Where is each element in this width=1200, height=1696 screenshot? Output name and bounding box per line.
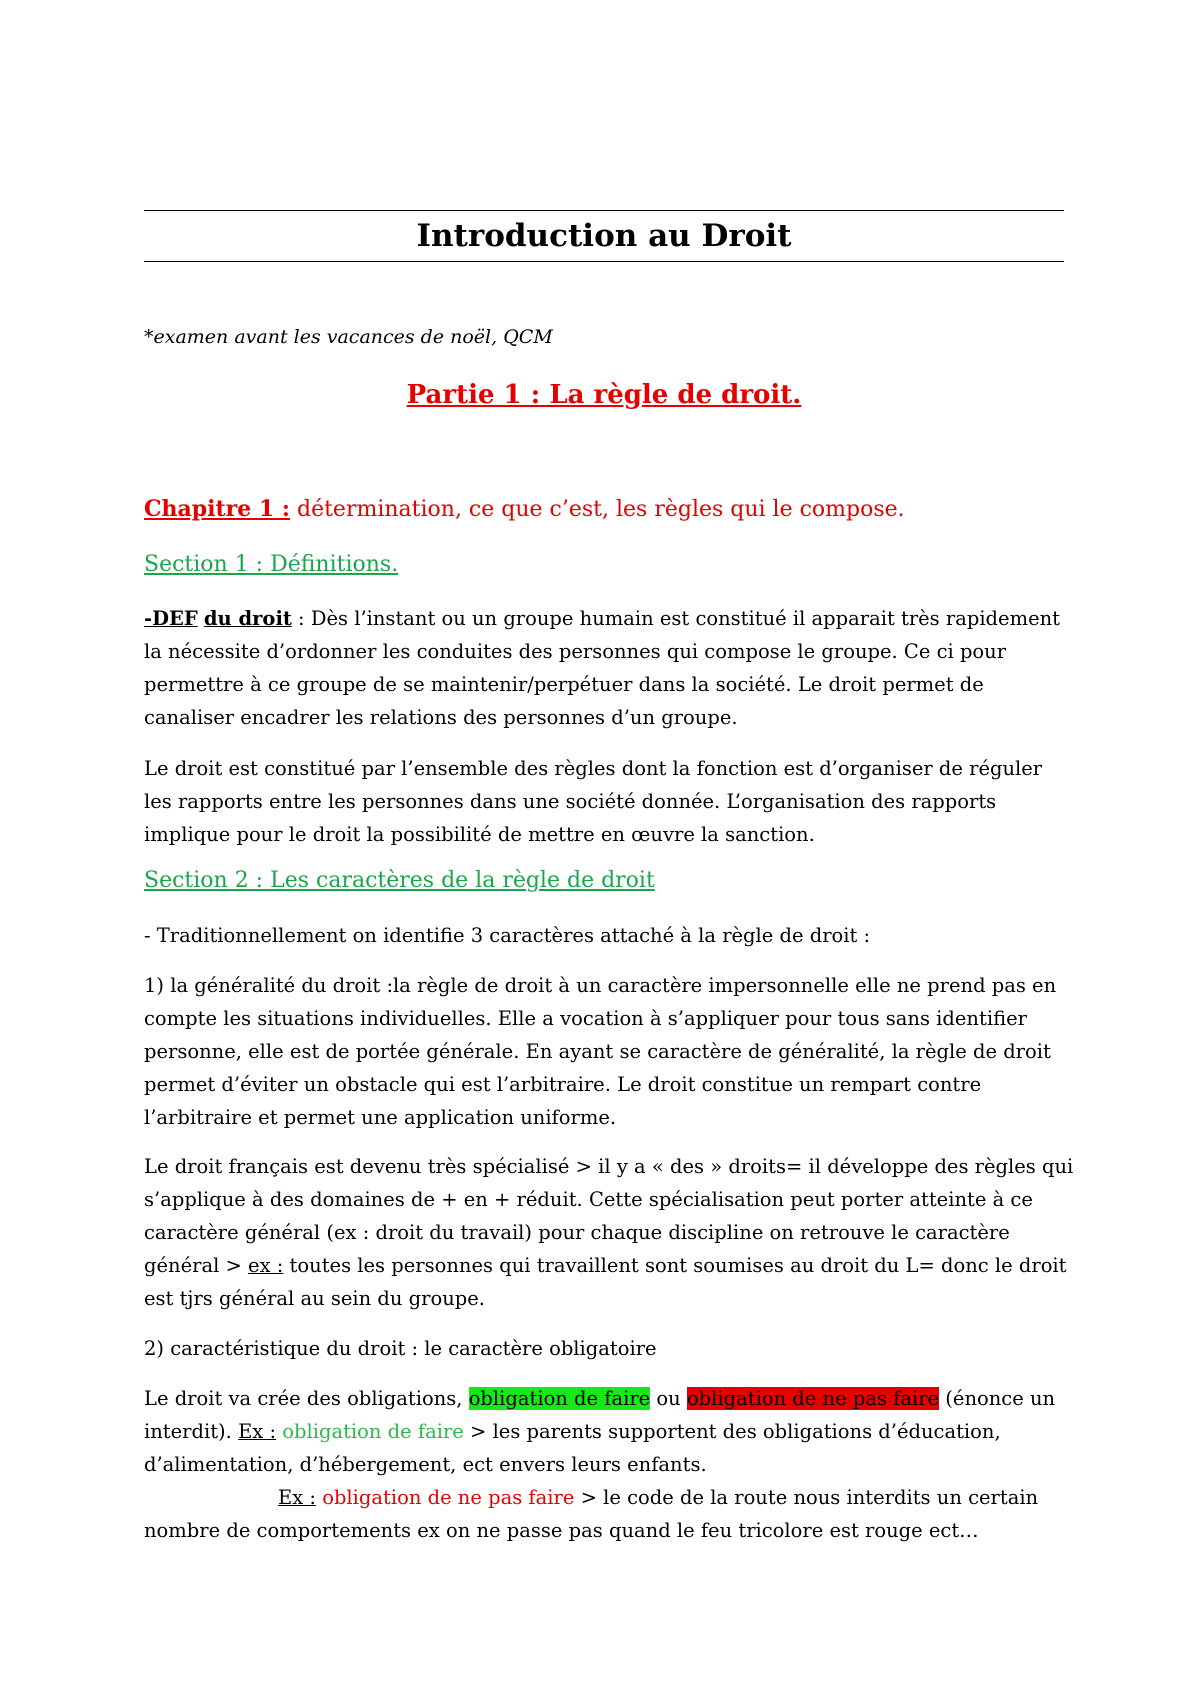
chapitre-heading: [144, 496, 905, 522]
ex-label-1: Ex :: [238, 1420, 277, 1443]
generalite-paragraph: 1) la généralité du droit :la règle de droit à un caractère impersonnelle elle ne prend pas en compte les situations individuelles. Elle a vocation à s’appliquer pour tous sans identifier personne, elle est de portée générale. En ayant se caractère de généralité, la règle de droit permet d’éviter un obstacle qui est l’arbitraire. Le droit constitue un rempart contre l’arbitraire et permet une application uniforme.: [144, 974, 1057, 1129]
ex-label-2: Ex :: [278, 1486, 317, 1509]
chapitre-text: détermination, ce que c’est, les règles qui le compose.: [290, 497, 905, 522]
obligations-paragraph: [144, 1382, 1074, 1547]
chapitre-label: Chapitre 1 :: [144, 496, 290, 522]
document-title: Introduction au Droit: [416, 218, 792, 254]
section-1-heading: Section 1 : Définitions.: [144, 552, 399, 577]
caracteristique-paragraph: 2) caractéristique du droit : le caractère obligatoire: [144, 1337, 657, 1360]
highlight-obligation-faire: obligation de faire: [468, 1387, 651, 1410]
traditionnellement-paragraph: - Traditionnellement on identifie 3 caractères attaché à la règle de droit :: [144, 924, 871, 947]
def-label: -DEF: [144, 607, 198, 630]
obligations-text-5: > le code de la route nous interdits un certain nombre de comportements ex on ne passe pas quand le feu tricolore est rouge ect…: [144, 1486, 1039, 1542]
partie-heading: Partie 1 : La règle de droit.: [406, 380, 802, 410]
exam-note: *examen avant les vacances de noël, QCM: [144, 326, 553, 348]
specialise-paragraph: [144, 1150, 1074, 1315]
obligations-text-4: > les parents supportent des obligations d’éducation, d’alimentation, d’hébergement, ect envers leurs enfants.: [144, 1420, 1001, 1476]
highlight-obligation-ne-pas-faire: obligation de ne pas faire: [686, 1387, 940, 1410]
obligations-text-1: Le droit va crée des obligations,: [144, 1387, 469, 1410]
green-obligation-faire: obligation de faire: [276, 1420, 464, 1443]
red-obligation-ne-pas-faire: obligation de ne pas faire: [316, 1486, 575, 1509]
specialise-text-before: Le droit français est devenu très spécialisé > il y a « des » droits= il développe des règles qui s’applique à des domaines de + en + réduit. Cette spécialisation peut porter atteinte à ce caractère général (ex : droit du travail) pour chaque discipline on retrouve le caractère général >: [144, 1155, 1074, 1277]
obligations-text-3: (énonce un interdit).: [144, 1387, 1056, 1443]
specialise-text-after: toutes les personnes qui travaillent sont soumises au droit du L= donc le droit est tjrs général au sein du groupe.: [144, 1254, 1067, 1310]
droit-paragraph: Le droit est constitué par l’ensemble des règles dont la fonction est d’organiser de réguler les rapports entre les personnes dans une société donnée. L’organisation des rapports implique pour le droit la possibilité de mettre en œuvre la sanction.: [144, 757, 1043, 846]
def-label-droit: du droit: [203, 607, 292, 630]
specialise-ex: ex :: [248, 1254, 284, 1277]
def-text: : Dès l’instant ou un groupe humain est constitué il apparait très rapidement la nécessite d’ordonner les conduites des personnes qui compose le groupe. Ce ci pour permettre à ce groupe de se maintenir/perpétuer dans la société. Le droit permet de canaliser encadrer les relations des personnes d’un groupe.: [144, 607, 1061, 729]
def-paragraph: [144, 602, 1074, 734]
section-2-heading: Section 2 : Les caractères de la règle de droit: [144, 868, 655, 893]
title-block: [144, 210, 1064, 262]
obligations-text-2: ou: [650, 1387, 687, 1410]
